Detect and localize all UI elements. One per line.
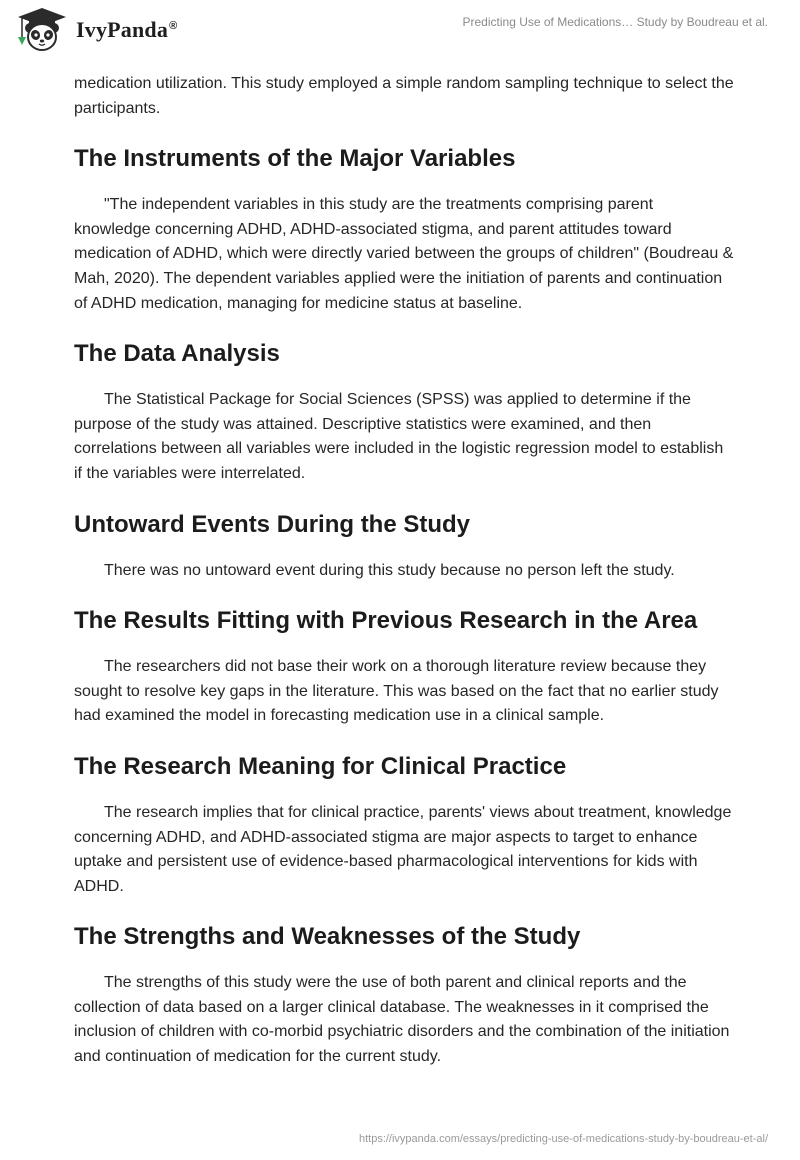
section-heading-clinical-practice: The Research Meaning for Clinical Practice — [74, 752, 567, 780]
section-body-results-fitting: The researchers did not base their work on a thorough literature review because they sought to resolve key gaps in the literature. This was based on the fact that no earlier study had examined the model in forecasting medication use in a clinical sample. — [74, 658, 719, 725]
section-heading-results-fitting: The Results Fitting with Previous Research in the Area — [74, 607, 698, 635]
section-body-untoward-events: There was no untoward event during this study because no person left the study. — [104, 561, 675, 579]
section-body-strengths-weaknesses: The strengths of this study were the use of both parent and clinical reports and the collection of data based on a larger clinical database. The weaknesses in it comprised the inclusion of children with co-morbid psychiatric disorders and the combination of the initiation and continuation of medication for the current study. — [74, 974, 730, 1066]
section-heading-instruments: The Instruments of the Major Variables — [74, 145, 516, 173]
logo-wordmark: IvyPanda® — [76, 17, 178, 42]
section-body-clinical-practice: The research implies that for clinical practice, parents' views about treatment, knowledge concerning ADHD, and ADHD-associated stigma are major aspects to target to enhance uptake and persistent use of evidence-based pharmacological interventions for kids with ADHD. — [74, 803, 732, 895]
ivypanda-logo[interactable] — [14, 7, 177, 53]
section-body-data-analysis: The Statistical Package for Social Sciences (SPSS) was applied to determine if the purpose of the study was attained. Descriptive statistics were examined, and then correlations between all variables were included in the logistic regression model to establish if the variables were interrelated. — [74, 391, 724, 482]
section-heading-strengths-weaknesses: The Strengths and Weaknesses of the Study — [74, 923, 581, 951]
section-heading-data-analysis: The Data Analysis — [74, 340, 280, 368]
running-head: Predicting Use of Medications… Study by Boudreau et al. — [462, 15, 768, 29]
page-header — [0, 0, 800, 60]
essay-content — [74, 72, 734, 1070]
section-body-instruments: "The independent variables in this study are the treatments comprising parent knowledge concerning ADHD, ADHD-associated stigma, and parent attitudes toward medication of ADHD, which were directly varied between the groups of children" (Boudreau & Mah, 2020). The dependent variables applied were the initiation of parents and continuation of ADHD medication, managing for medicine status at baseline. — [74, 196, 734, 312]
source-url-link[interactable]: https://ivypanda.com/essays/predicting-use-of-medications-study-by-boudreau-et-al/ — [358, 1133, 768, 1145]
intro-paragraph: medication utilization. This study employed a simple random sampling technique to select the participants. — [74, 75, 734, 117]
panda-graduate-icon — [14, 7, 70, 53]
section-heading-untoward-events: Untoward Events During the Study — [74, 510, 471, 538]
